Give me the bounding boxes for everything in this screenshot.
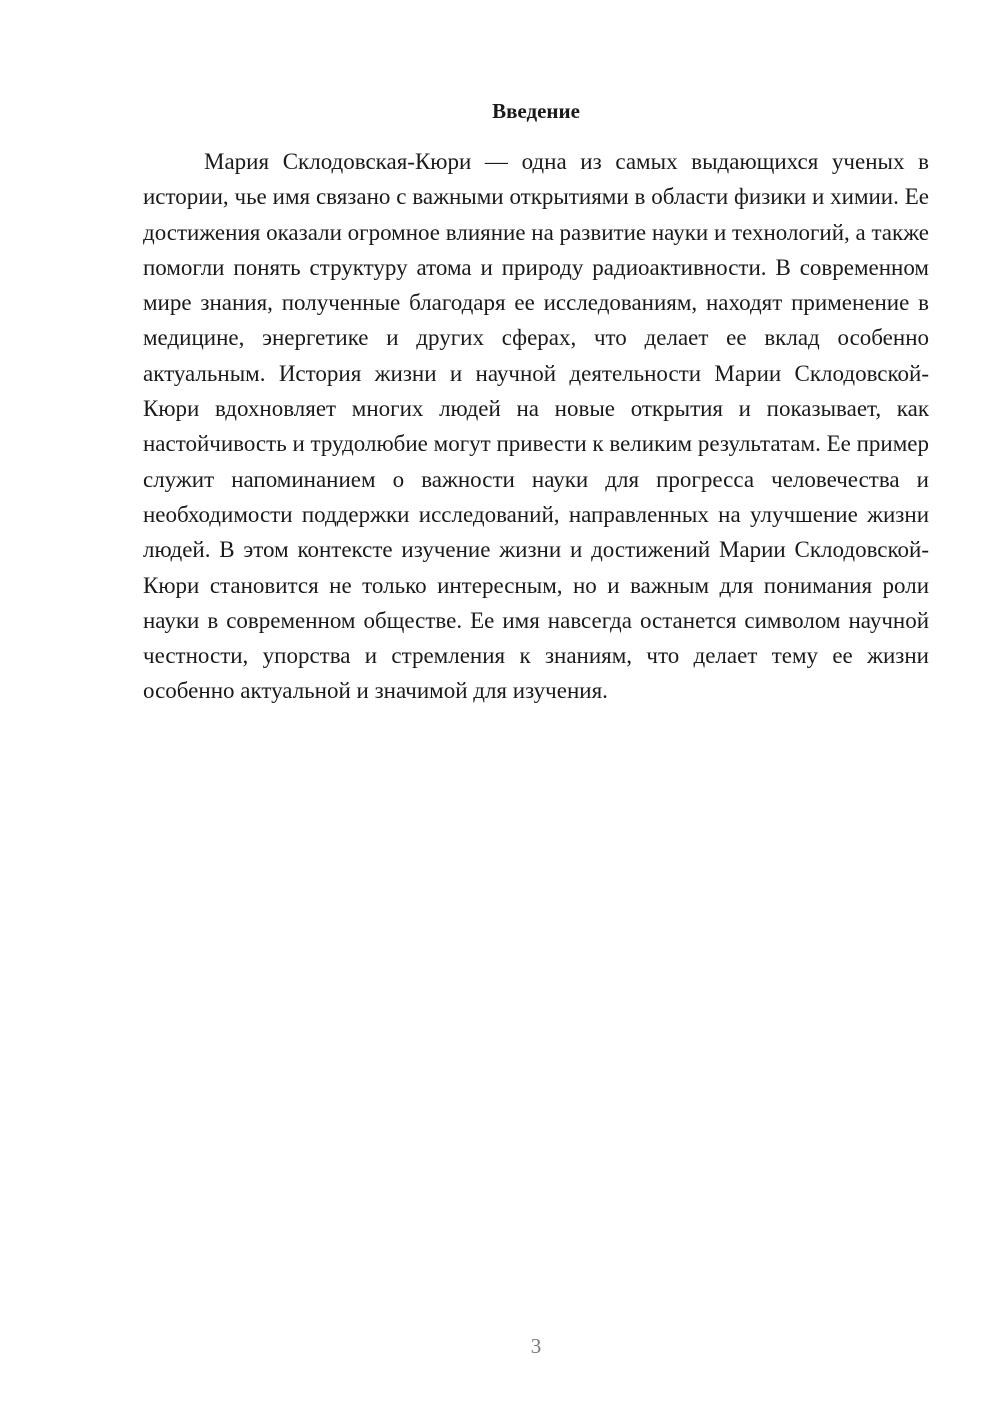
- page-number: 3: [530, 1334, 542, 1358]
- body-paragraph: Мария Склодовская-Кюри — одна из самых выдающихся ученых в истории, чье имя связано с важными открытиями в области физики и химии. Ее достижения оказали огромное влияние на развитие науки и технологий, а также помогли понять структуру атома и природу радиоактивности. В современном мире знания, полученные благодаря ее исследованиям, находят применение в медицине, энергетике и других сферах, что делает ее вклад особенно актуальным. История жизни и научной деятельности Марии Склодовской-Кюри вдохновляет многих людей на новые открытия и показывает, как настойчивость и трудолюбие могут привести к великим результатам. Ее пример служит напоминанием о важности науки для прогресса человечества и необходимости поддержки исследований, направленных на улучшение жизни людей. В этом контексте изучение жизни и достижений Марии Склодовской-Кюри становится не только интересным, но и важным для понимания роли науки в современном обществе. Ее имя навсегда останется символом научной честности, упорства и стремления к знаниям, что делает тему ее жизни особенно актуальной и значимой для изучения.: [143, 149, 929, 704]
- section-heading: Введение: [492, 99, 580, 123]
